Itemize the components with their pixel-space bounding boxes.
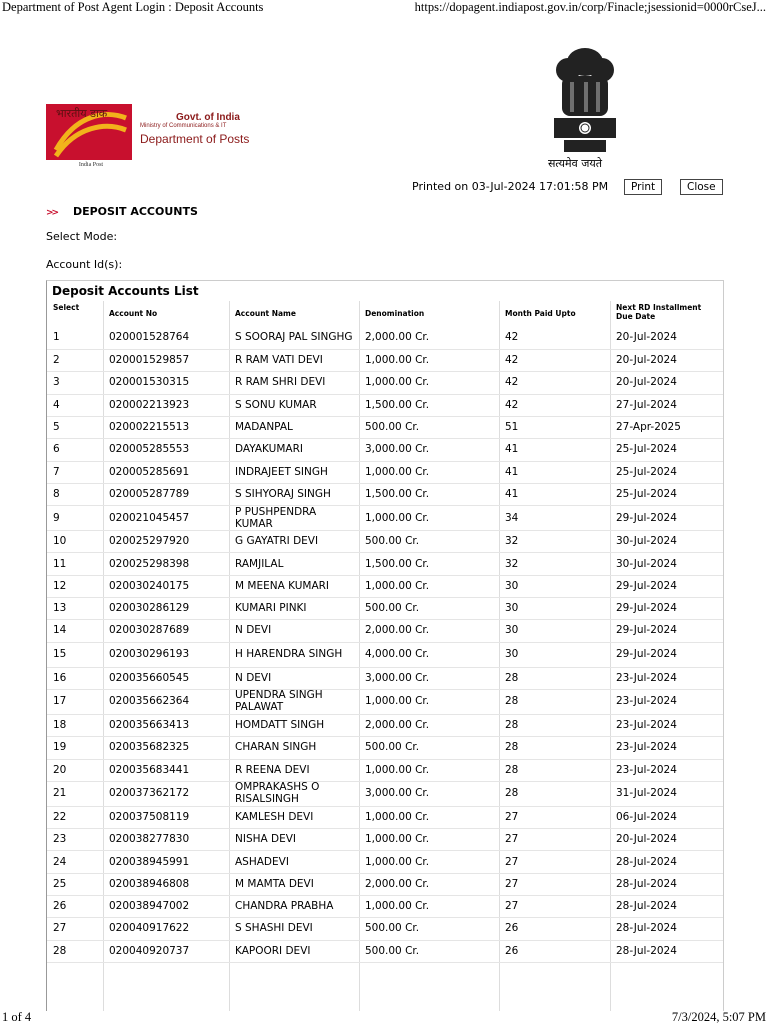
row-denomination: 1,000.00 Cr. [365, 465, 430, 478]
row-due-date: 25-Jul-2024 [616, 465, 677, 478]
row-month-paid: 27 [505, 833, 519, 846]
row-month-paid: 41 [505, 487, 519, 500]
row-month-paid: 27 [505, 855, 519, 868]
row-denomination: 500.00 Cr. [365, 535, 420, 548]
header-next-due-date: Next RD Installment Due Date [616, 303, 702, 321]
row-due-date: 30-Jul-2024 [616, 557, 677, 570]
row-account-no: 020037508119 [109, 810, 190, 823]
row-account-name: HOMDATT SINGH [235, 719, 325, 732]
row-denomination: 500.00 Cr. [365, 944, 420, 957]
row-due-date: 28-Jul-2024 [616, 877, 677, 890]
row-month-paid: 30 [505, 624, 519, 637]
row-due-date: 30-Jul-2024 [616, 535, 677, 548]
row-month-paid: 28 [505, 763, 519, 776]
row-denomination: 500.00 Cr. [365, 421, 420, 434]
logo-govt-text: Govt. of India [176, 112, 240, 123]
row-account-name: N DEVI [235, 624, 272, 637]
row-account-name: H HARENDRA SINGH [235, 648, 343, 661]
row-select: 4 [53, 398, 60, 411]
row-month-paid: 32 [505, 557, 519, 570]
print-button[interactable]: Print [624, 179, 662, 195]
row-denomination: 3,000.00 Cr. [365, 787, 430, 800]
row-month-paid: 26 [505, 922, 519, 935]
table-row [47, 483, 723, 505]
row-month-paid: 27 [505, 810, 519, 823]
row-month-paid: 28 [505, 719, 519, 732]
header-month-paid-upto: Month Paid Upto [505, 309, 576, 318]
account-ids-label: Account Id(s): [46, 258, 123, 271]
row-account-no: 020030296193 [109, 648, 190, 661]
row-denomination: 1,000.00 Cr. [365, 810, 430, 823]
table-title: Deposit Accounts List [52, 284, 199, 298]
row-select: 16 [53, 671, 67, 684]
row-select: 18 [53, 719, 67, 732]
row-account-name: INDRAJEET SINGH [235, 465, 328, 478]
table-row [47, 575, 723, 597]
section-title-text: DEPOSIT ACCOUNTS [72, 205, 198, 218]
header-account-no: Account No [109, 309, 158, 318]
row-select: 2 [53, 354, 60, 367]
table-row [47, 850, 723, 872]
row-denomination: 4,000.00 Cr. [365, 648, 430, 661]
row-month-paid: 26 [505, 944, 519, 957]
row-divider [47, 962, 723, 963]
row-account-no: 020001528764 [109, 330, 190, 343]
row-select: 6 [53, 443, 60, 456]
row-denomination: 1,000.00 Cr. [365, 354, 430, 367]
row-month-paid: 30 [505, 602, 519, 615]
row-month-paid: 28 [505, 741, 519, 754]
row-month-paid: 42 [505, 376, 519, 389]
row-select: 5 [53, 421, 60, 434]
header-account-name: Account Name [235, 309, 296, 318]
row-account-name: P PUSHPENDRA KUMAR [235, 505, 317, 530]
row-due-date: 29-Jul-2024 [616, 511, 677, 524]
logo-dept-text: Department of Posts [140, 132, 250, 146]
table-row [47, 505, 723, 530]
row-select: 25 [53, 877, 67, 890]
table-row [47, 828, 723, 850]
row-due-date: 29-Jul-2024 [616, 648, 677, 661]
table-row [47, 438, 723, 460]
row-account-no: 020037362172 [109, 787, 190, 800]
row-select: 12 [53, 579, 67, 592]
print-footer [0, 1010, 768, 1024]
row-account-no: 020001529857 [109, 354, 190, 367]
row-denomination: 1,000.00 Cr. [365, 833, 430, 846]
row-account-no: 020002215513 [109, 421, 190, 434]
row-month-paid: 42 [505, 330, 519, 343]
row-month-paid: 34 [505, 511, 519, 524]
row-due-date: 29-Jul-2024 [616, 579, 677, 592]
row-account-name: ASHADEVI [235, 855, 289, 868]
row-select: 10 [53, 535, 67, 548]
row-account-no: 020021045457 [109, 511, 190, 524]
table-row [47, 736, 723, 758]
row-account-no: 020038945991 [109, 855, 190, 868]
row-month-paid: 27 [505, 877, 519, 890]
row-denomination: 3,000.00 Cr. [365, 671, 430, 684]
row-due-date: 28-Jul-2024 [616, 900, 677, 913]
row-denomination: 1,000.00 Cr. [365, 763, 430, 776]
row-due-date: 23-Jul-2024 [616, 719, 677, 732]
row-month-paid: 30 [505, 579, 519, 592]
row-select: 24 [53, 855, 67, 868]
row-due-date: 27-Jul-2024 [616, 398, 677, 411]
row-denomination: 500.00 Cr. [365, 741, 420, 754]
row-select: 22 [53, 810, 67, 823]
row-account-name: MADANPAL [235, 421, 293, 434]
row-denomination: 1,000.00 Cr. [365, 900, 430, 913]
double-chevron-right-icon: >> [46, 208, 58, 218]
row-account-no: 020030287689 [109, 624, 190, 637]
row-account-no: 020035663413 [109, 719, 190, 732]
row-select: 27 [53, 922, 67, 935]
national-emblem-icon [540, 40, 630, 172]
row-account-no: 020040917622 [109, 922, 190, 935]
header-select: Select [53, 303, 80, 312]
row-account-name: S SONU KUMAR [235, 398, 317, 411]
table-row [47, 714, 723, 736]
row-account-no: 020040920737 [109, 944, 190, 957]
row-select: 20 [53, 763, 67, 776]
table-row [47, 917, 723, 939]
row-account-name: CHANDRA PRABHA [235, 900, 334, 913]
deposit-accounts-table [46, 280, 724, 1011]
row-month-paid: 51 [505, 421, 519, 434]
row-due-date: 20-Jul-2024 [616, 354, 677, 367]
emblem-motto: सत्यमेव जयते [548, 157, 603, 170]
row-select: 1 [53, 330, 60, 343]
row-due-date: 20-Jul-2024 [616, 330, 677, 343]
row-month-paid: 42 [505, 398, 519, 411]
row-denomination: 2,000.00 Cr. [365, 719, 430, 732]
row-select: 14 [53, 624, 67, 637]
table-row [47, 349, 723, 371]
row-account-name: KUMARI PINKI [235, 602, 307, 615]
row-account-name: S SOORAJ PAL SINGHG [235, 330, 353, 343]
row-month-paid: 28 [505, 787, 519, 800]
row-due-date: 25-Jul-2024 [616, 443, 677, 456]
table-row [47, 324, 723, 349]
row-account-name: S SIHYORAJ SINGH [235, 487, 331, 500]
row-account-name: M MEENA KUMARI [235, 579, 330, 592]
row-denomination: 2,000.00 Cr. [365, 877, 430, 890]
table-row [47, 461, 723, 483]
row-denomination: 1,000.00 Cr. [365, 855, 430, 868]
row-select: 19 [53, 741, 67, 754]
row-account-name: R REENA DEVI [235, 763, 310, 776]
row-account-name: KAPOORI DEVI [235, 944, 311, 957]
row-select: 3 [53, 376, 60, 389]
row-account-name: KAMLESH DEVI [235, 810, 314, 823]
row-account-name: NISHA DEVI [235, 833, 297, 846]
row-select: 15 [53, 648, 67, 661]
row-select: 23 [53, 833, 67, 846]
row-account-no: 020038947002 [109, 900, 190, 913]
table-row [47, 781, 723, 806]
row-due-date: 23-Jul-2024 [616, 741, 677, 754]
row-account-no: 020035682325 [109, 741, 190, 754]
table-row [47, 873, 723, 895]
row-due-date: 23-Jul-2024 [616, 671, 677, 684]
table-row [47, 597, 723, 619]
row-account-name: R RAM SHRI DEVI [235, 376, 326, 389]
table-row [47, 371, 723, 393]
row-due-date: 25-Jul-2024 [616, 487, 677, 500]
logo-hindi-text: भारतीय डाक [56, 107, 108, 120]
logo-small-text: India Post [78, 162, 104, 168]
row-account-name: RAMJILAL [235, 557, 284, 570]
row-due-date: 27-Apr-2025 [616, 421, 681, 434]
row-account-name: R RAM VATI DEVI [235, 354, 323, 367]
close-button[interactable]: Close [680, 179, 723, 195]
table-row [47, 806, 723, 828]
row-account-no: 020005285691 [109, 465, 190, 478]
row-account-name: CHARAN SINGH [235, 741, 317, 754]
table-row [47, 759, 723, 781]
table-row [47, 394, 723, 416]
row-account-no: 020005285553 [109, 443, 190, 456]
row-due-date: 28-Jul-2024 [616, 922, 677, 935]
table-row [47, 895, 723, 917]
row-due-date: 20-Jul-2024 [616, 376, 677, 389]
row-select: 7 [53, 465, 60, 478]
row-due-date: 31-Jul-2024 [616, 787, 677, 800]
row-month-paid: 32 [505, 535, 519, 548]
table-row [47, 940, 723, 962]
table-row [47, 689, 723, 714]
row-due-date: 23-Jul-2024 [616, 763, 677, 776]
row-month-paid: 28 [505, 695, 519, 708]
logo-ministry-text: Ministry of Communications & IT [140, 123, 227, 129]
row-select: 13 [53, 602, 67, 615]
row-account-name: S SHASHI DEVI [235, 922, 313, 935]
row-account-no: 020005287789 [109, 487, 190, 500]
row-denomination: 1,500.00 Cr. [365, 398, 430, 411]
row-due-date: 06-Jul-2024 [616, 810, 677, 823]
print-footer-page: 1 of 4 [2, 1010, 32, 1024]
row-select: 28 [53, 944, 67, 957]
row-denomination: 2,000.00 Cr. [365, 330, 430, 343]
row-account-no: 020035660545 [109, 671, 190, 684]
table-row [47, 530, 723, 552]
row-month-paid: 41 [505, 465, 519, 478]
row-month-paid: 27 [505, 900, 519, 913]
table-row [47, 416, 723, 438]
print-footer-datetime: 7/3/2024, 5:07 PM [671, 1010, 766, 1024]
row-select: 26 [53, 900, 67, 913]
row-due-date: 28-Jul-2024 [616, 855, 677, 868]
print-header-title: Department of Post Agent Login : Deposit Accounts [2, 0, 264, 14]
row-due-date: 29-Jul-2024 [616, 624, 677, 637]
row-account-name: UPENDRA SINGH PALAWAT [235, 689, 323, 714]
row-select: 21 [53, 787, 67, 800]
india-post-logo [46, 104, 252, 168]
row-account-no: 020002213923 [109, 398, 190, 411]
row-account-no: 020038946808 [109, 877, 190, 890]
select-mode-label: Select Mode: [46, 230, 118, 243]
row-account-name: G GAYATRI DEVI [235, 535, 319, 548]
row-denomination: 1,000.00 Cr. [365, 695, 430, 708]
row-account-name: DAYAKUMARI [235, 443, 303, 456]
row-denomination: 500.00 Cr. [365, 922, 420, 935]
row-account-no: 020025297920 [109, 535, 190, 548]
row-denomination: 2,000.00 Cr. [365, 624, 430, 637]
row-account-no: 020035662364 [109, 695, 190, 708]
row-denomination: 1,500.00 Cr. [365, 487, 430, 500]
row-account-no: 020035683441 [109, 763, 190, 776]
row-select: 8 [53, 487, 60, 500]
row-select: 9 [53, 511, 60, 524]
row-due-date: 28-Jul-2024 [616, 944, 677, 957]
row-denomination: 1,500.00 Cr. [365, 557, 430, 570]
row-account-name: N DEVI [235, 671, 272, 684]
row-select: 17 [53, 695, 67, 708]
row-account-no: 020030286129 [109, 602, 190, 615]
row-month-paid: 42 [505, 354, 519, 367]
row-month-paid: 28 [505, 671, 519, 684]
row-due-date: 23-Jul-2024 [616, 695, 677, 708]
row-denomination: 1,000.00 Cr. [365, 376, 430, 389]
table-row [47, 552, 723, 574]
row-denomination: 1,000.00 Cr. [365, 511, 430, 524]
print-header-url: https://dopagent.indiapost.gov.in/corp/Finacle;jsessionid=0000rCseJ... [414, 0, 766, 14]
header-denomination: Denomination [365, 309, 425, 318]
section-title [46, 205, 198, 218]
printed-on-text: Printed on 03-Jul-2024 17:01:58 PM [412, 180, 609, 193]
row-account-name: M MAMTA DEVI [235, 877, 314, 890]
row-denomination: 3,000.00 Cr. [365, 443, 430, 456]
row-account-no: 020038277830 [109, 833, 190, 846]
row-due-date: 29-Jul-2024 [616, 602, 677, 615]
row-denomination: 1,000.00 Cr. [365, 579, 430, 592]
row-due-date: 20-Jul-2024 [616, 833, 677, 846]
row-denomination: 500.00 Cr. [365, 602, 420, 615]
row-account-no: 020030240175 [109, 579, 190, 592]
row-account-name: OMPRAKASHS O RISALSINGH [235, 781, 320, 806]
row-select: 11 [53, 557, 67, 570]
table-row [47, 619, 723, 641]
table-row [47, 642, 723, 667]
row-month-paid: 30 [505, 648, 519, 661]
row-account-no: 020025298398 [109, 557, 190, 570]
print-header [0, 0, 768, 16]
table-row [47, 667, 723, 689]
row-account-no: 020001530315 [109, 376, 190, 389]
row-month-paid: 41 [505, 443, 519, 456]
